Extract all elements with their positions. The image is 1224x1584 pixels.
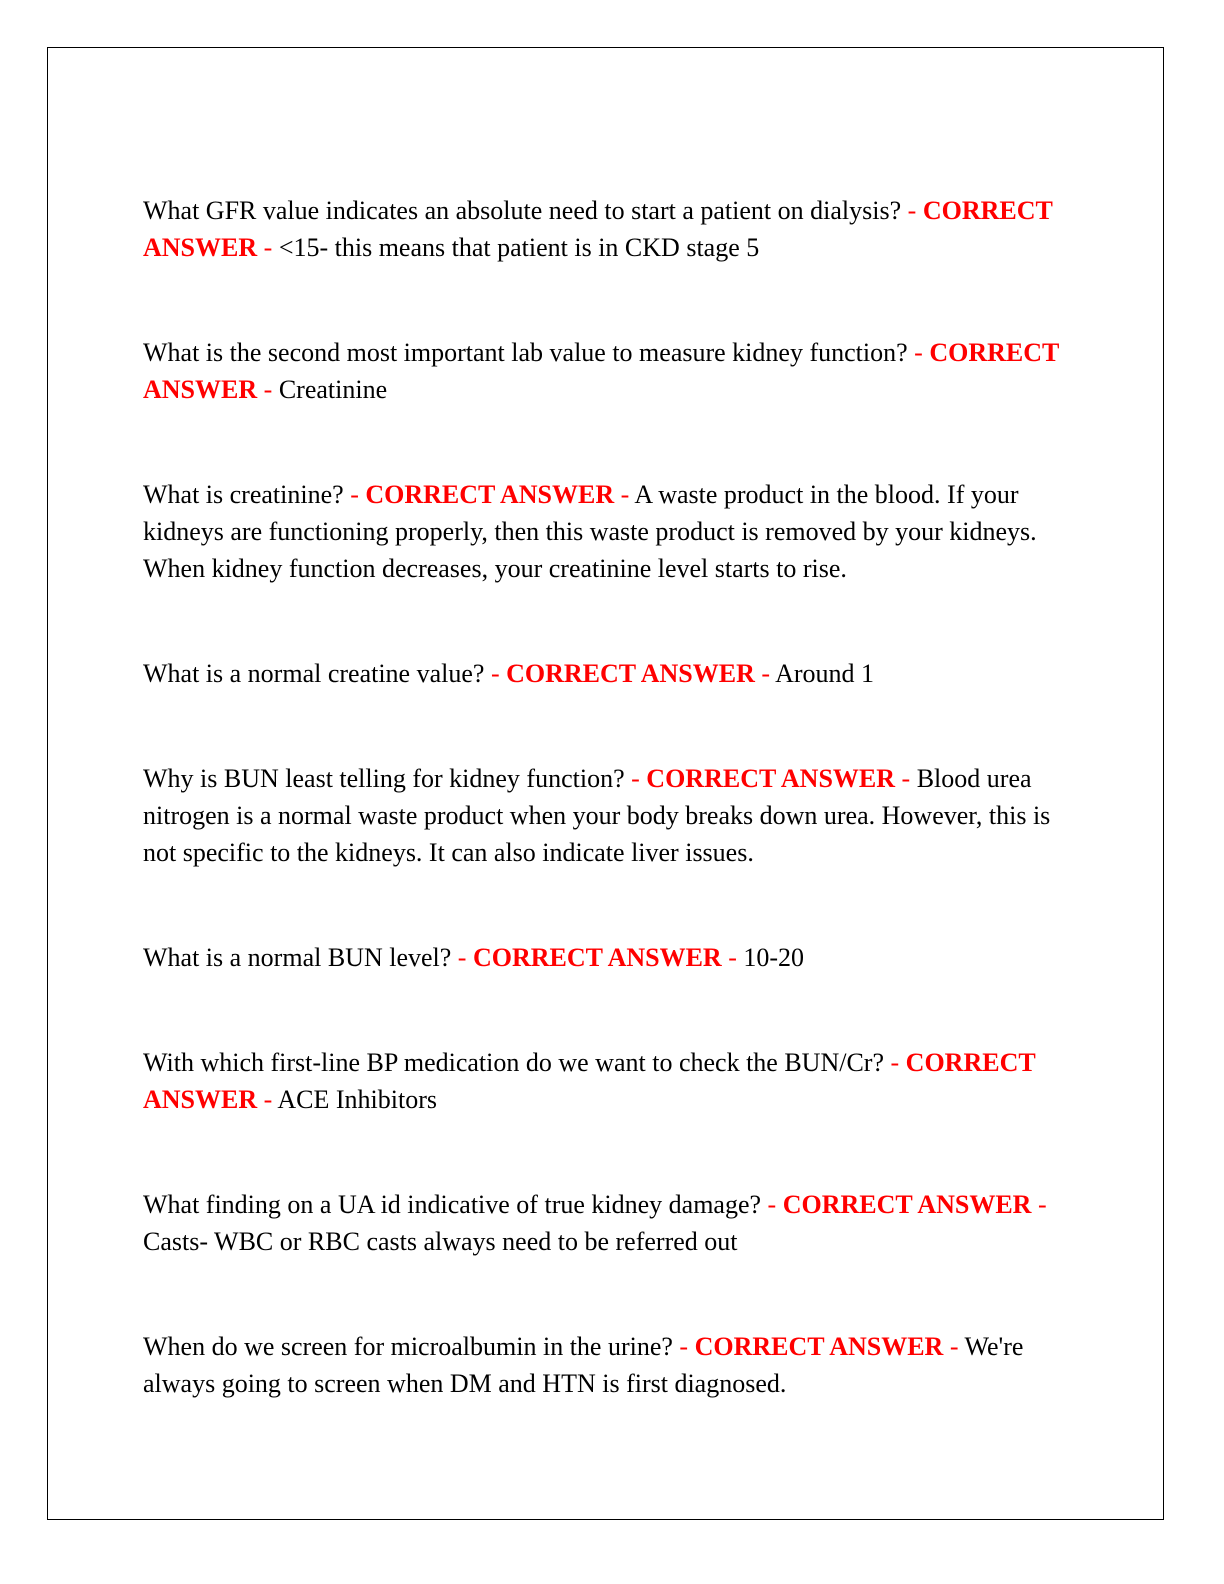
question-text: What is a normal BUN level?: [143, 943, 452, 972]
answer-label: CORRECT ANSWER: [143, 196, 1053, 262]
separator: -: [350, 480, 359, 509]
question-text: What GFR value indicates an absolute need to start a patient on dialysis?: [143, 196, 902, 225]
separator: -: [1037, 1190, 1047, 1219]
separator: -: [263, 375, 273, 404]
question-text: What is a normal creatine value?: [143, 659, 485, 688]
answer-text: Around 1: [775, 659, 875, 688]
qa-item: [143, 655, 1063, 692]
separator: -: [949, 1332, 959, 1361]
question-text: Why is BUN least telling for kidney function?: [143, 764, 625, 793]
answer-text: ACE Inhibitors: [277, 1085, 437, 1114]
separator: -: [490, 659, 500, 688]
separator: -: [263, 1085, 273, 1114]
question-text: What is the second most important lab value to measure kidney function?: [143, 338, 908, 367]
separator: -: [679, 1332, 689, 1361]
answer-label: CORRECT ANSWER: [143, 338, 1059, 404]
answer-label: CORRECT ANSWER: [472, 943, 722, 972]
qa-item: [143, 1044, 1063, 1118]
question-text: With which first-line BP medication do we want to check the BUN/Cr?: [143, 1048, 884, 1077]
question-text: What is creatinine?: [143, 480, 344, 509]
separator: -: [728, 943, 737, 972]
qa-item: [143, 939, 1063, 976]
separator: -: [631, 764, 640, 793]
separator: -: [761, 659, 771, 688]
separator: -: [620, 480, 630, 509]
qa-list: [143, 192, 1063, 1402]
answer-text: <15- this means that patient is in CKD stage 5: [278, 233, 760, 262]
answer-text: 10-20: [743, 943, 805, 972]
answer-label: CORRECT ANSWER: [365, 480, 615, 509]
answer-label: CORRECT ANSWER: [782, 1190, 1032, 1219]
answer-label: CORRECT ANSWER: [506, 659, 755, 688]
answer-label: CORRECT ANSWER: [143, 1048, 1036, 1114]
answer-text: Creatinine: [278, 375, 388, 404]
answer-text: A waste product in the blood. If your kidneys are functioning properly, then this waste product is removed by your kidneys. When kidney function decreases, your creatinine level starts to rise.: [143, 480, 1037, 583]
question-text: What finding on a UA id indicative of true kidney damage?: [143, 1190, 762, 1219]
qa-item: [143, 334, 1063, 408]
qa-item: [143, 760, 1063, 871]
separator: -: [767, 1190, 777, 1219]
qa-item: [143, 1328, 1063, 1402]
separator: -: [890, 1048, 900, 1077]
answer-text: We're always going to screen when DM and HTN is first diagnosed.: [143, 1332, 1024, 1398]
separator: -: [263, 233, 273, 262]
separator: -: [907, 196, 917, 225]
separator: -: [457, 943, 467, 972]
qa-item: [143, 1186, 1063, 1260]
question-text: When do we screen for microalbumin in the urine?: [143, 1332, 673, 1361]
separator: -: [901, 764, 911, 793]
answer-label: CORRECT ANSWER: [646, 764, 896, 793]
answer-text: Casts- WBC or RBC casts always need to be referred out: [143, 1227, 738, 1256]
qa-item: [143, 476, 1063, 587]
answer-label: CORRECT ANSWER: [694, 1332, 944, 1361]
separator: -: [914, 338, 923, 367]
qa-item: [143, 192, 1063, 266]
answer-text: Blood urea nitrogen is a normal waste product when your body breaks down urea. However, this is not specific to the kidneys. It can also indicate liver issues.: [143, 764, 1051, 867]
